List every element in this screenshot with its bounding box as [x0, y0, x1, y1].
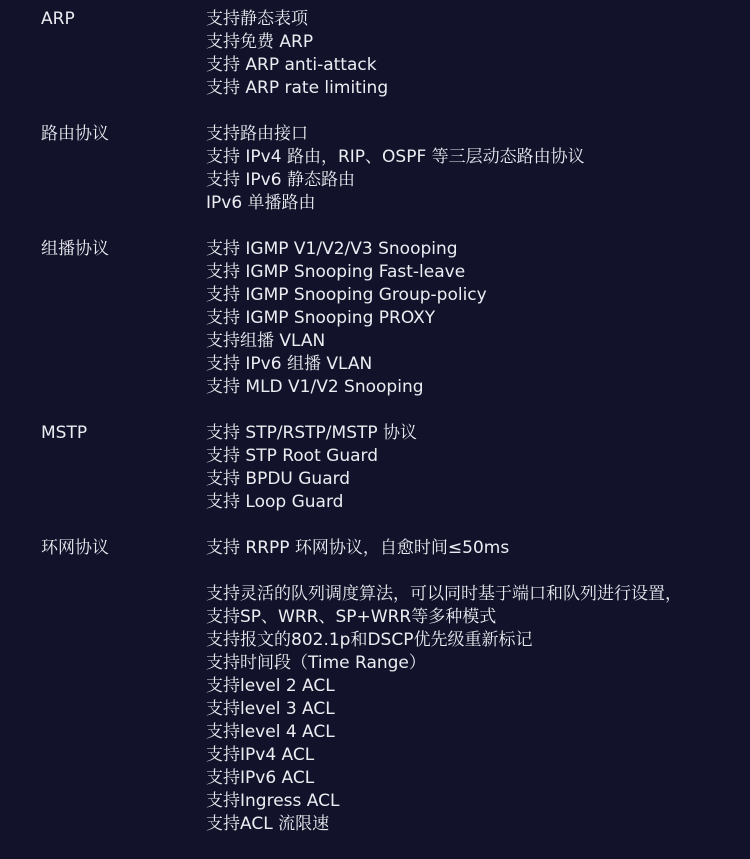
spec-line: 支持 RRPP 环网协议，自愈时间≤50ms — [206, 538, 510, 558]
spec-line: 支持报文的802.1p和DSCP优先级重新标记 — [206, 630, 533, 650]
spec-line: IPv6 单播路由 — [206, 193, 316, 213]
spec-label-routing: 路由协议 — [41, 124, 109, 144]
spec-line: 支持 STP Root Guard — [206, 446, 379, 466]
spec-line: 支持组播 VLAN — [206, 331, 326, 351]
spec-line: 支持 IGMP V1/V2/V3 Snooping — [206, 239, 458, 259]
spec-group-mstp — [0, 422, 750, 514]
spec-line: 支持Ingress ACL — [206, 791, 340, 811]
spec-line: 支持时间段（Time Range） — [206, 653, 426, 673]
spec-line: 支持 IGMP Snooping PROXY — [206, 308, 436, 328]
spec-group-ring — [0, 537, 750, 560]
spec-line: 支持 MLD V1/V2 Snooping — [206, 377, 424, 397]
spec-label-ring: 环网协议 — [41, 538, 109, 558]
spec-table — [0, 8, 750, 859]
spec-line: 支持level 3 ACL — [206, 699, 335, 719]
spec-line: 支持IPv4 ACL — [206, 745, 315, 765]
spec-line: 支持 STP/RSTP/MSTP 协议 — [206, 423, 418, 443]
spec-line: 支持 ARP rate limiting — [206, 78, 389, 98]
spec-values-ring — [206, 537, 750, 560]
spec-line: 支持 IPv4 路由，RIP、OSPF 等三层动态路由协议 — [206, 147, 585, 167]
spec-values-arp — [206, 8, 750, 100]
spec-line: 支持免费 ARP — [206, 32, 314, 52]
spec-line: 支持路由接口 — [206, 124, 308, 144]
spec-line: 支持灵活的队列调度算法，可以同时基于端口和队列进行设置， — [206, 584, 682, 604]
spec-line: 支持 ARP anti-attack — [206, 55, 377, 75]
spec-line: 支持 IGMP Snooping Group-policy — [206, 285, 487, 305]
spec-line: 支持level 4 ACL — [206, 722, 335, 742]
spec-group-qos-acl — [0, 583, 750, 836]
spec-line: 支持 IGMP Snooping Fast-leave — [206, 262, 466, 282]
spec-values-routing — [206, 123, 750, 215]
spec-group-arp — [0, 8, 750, 100]
spec-line: 支持 IPv6 静态路由 — [206, 170, 355, 190]
spec-values-multicast — [206, 238, 750, 399]
spec-label-mstp: MSTP — [41, 423, 88, 443]
spec-line: 支持 Loop Guard — [206, 492, 344, 512]
spec-values-qos-acl — [206, 583, 750, 836]
spec-label-multicast: 组播协议 — [41, 239, 109, 259]
spec-group-multicast — [0, 238, 750, 399]
spec-line: 支持level 2 ACL — [206, 676, 335, 696]
spec-line: 支持SP、WRR、SP+WRR等多种模式 — [206, 607, 497, 627]
spec-line: 支持ACL 流限速 — [206, 814, 330, 834]
spec-group-routing — [0, 123, 750, 215]
spec-line: 支持IPv6 ACL — [206, 768, 315, 788]
spec-values-mstp — [206, 422, 750, 514]
spec-line: 支持静态表项 — [206, 9, 308, 29]
spec-line: 支持 BPDU Guard — [206, 469, 351, 489]
spec-label-arp: ARP — [41, 9, 75, 29]
spec-line: 支持 IPv6 组播 VLAN — [206, 354, 373, 374]
